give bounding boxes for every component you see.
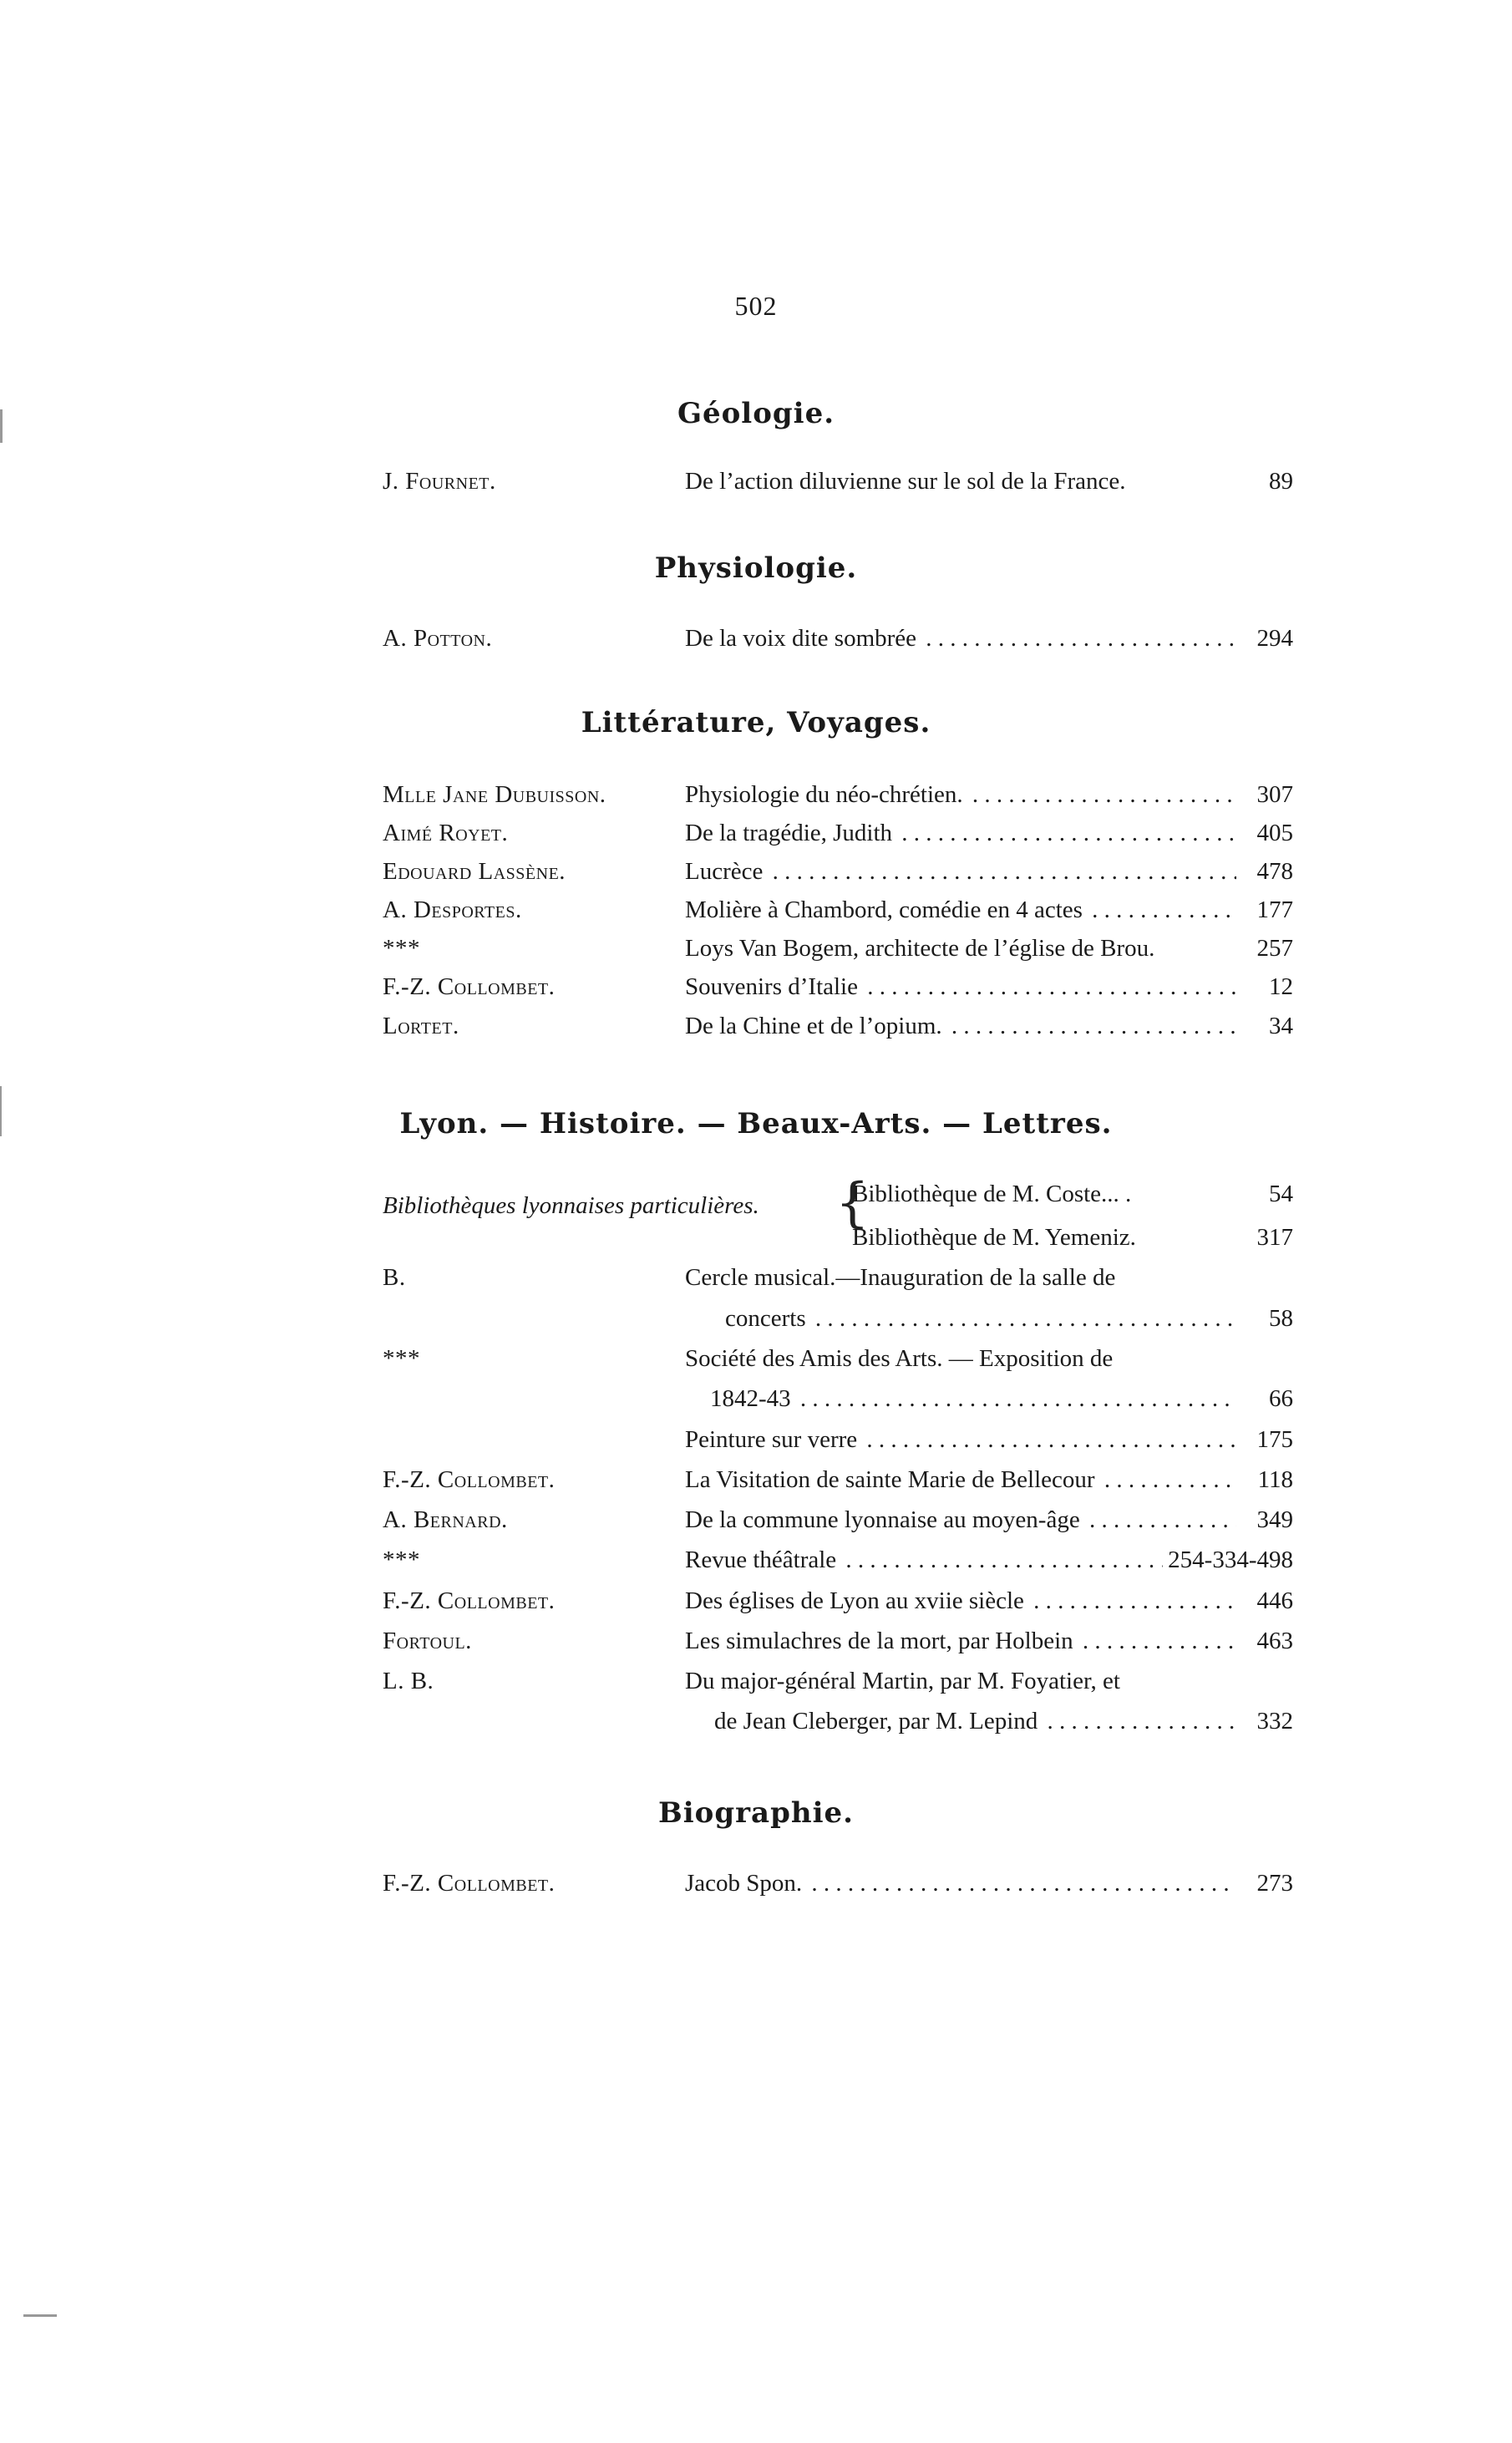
entry-page: 54 (1264, 1181, 1293, 1208)
entry-page: 118 (1253, 1466, 1293, 1494)
entry-title: De la tragédie, Judith . . . (685, 820, 1236, 847)
toc-entry (0, 1385, 1512, 1424)
toc-entry (0, 1870, 1512, 1908)
entry-title: Cercle musical.—Inauguration de la salle de (685, 1264, 1236, 1292)
entry-title: Molière à Chambord, comédie en 4 actes . . . (685, 896, 1236, 924)
entry-title: De la Chine et de l’opium. . . . (685, 1013, 1236, 1040)
bibliotheques-label: Bibliothèques lyonnaises particulières. (383, 1192, 759, 1219)
toc-entry (0, 1345, 1512, 1384)
entry-title: Peinture sur verre . . . (685, 1426, 1236, 1454)
entry-page: 12 (1264, 973, 1293, 1001)
entry-page: 257 (1252, 935, 1294, 962)
entry-author: Fortoul. (383, 1628, 472, 1654)
toc-entry (0, 1628, 1512, 1666)
entry-title: Revue théâtrale . . . (685, 1547, 1236, 1574)
entry-title: Du major-général Martin, par M. Foyatier, et (685, 1668, 1236, 1695)
entry-page: 175 (1252, 1426, 1294, 1454)
scan-speck (0, 409, 3, 443)
scan-speck (23, 2314, 57, 2317)
entry-author: J. Fournet. (383, 468, 496, 495)
entry-title: La Visitation de sainte Marie de Bellecour . . . (685, 1466, 1236, 1494)
entry-title: Lucrèce . . . (685, 858, 1236, 886)
entry-title: De la commune lyonnaise au moyen-âge . . . (685, 1506, 1236, 1534)
entry-page: 294 (1252, 625, 1294, 653)
section-heading-physiologie: Physiologie. (654, 551, 858, 585)
toc-entry (0, 1426, 1512, 1465)
toc-entry (0, 1587, 1512, 1626)
entry-page: 34 (1264, 1013, 1293, 1040)
entry-author: F.-Z. Collombet. (383, 1870, 556, 1897)
toc-entry (0, 1224, 1512, 1262)
entry-author: Aimé Royet. (383, 820, 509, 846)
scan-speck (0, 1086, 2, 1136)
entry-author: A. Desportes. (383, 896, 522, 923)
entry-page: 307 (1252, 781, 1294, 809)
section-heading-geologie: Géologie. (677, 397, 835, 430)
entry-author: A. Bernard. (383, 1506, 508, 1533)
page-number: 502 (734, 291, 778, 321)
entry-page: 317 (1252, 1224, 1294, 1252)
toc-entry (0, 1708, 1512, 1746)
entry-author: L. B. (383, 1668, 434, 1694)
toc-entry (0, 1668, 1512, 1706)
toc-entry (0, 625, 1512, 663)
entry-title: De l’action diluvienne sur le sol de la France. (685, 468, 1236, 495)
toc-entry (0, 1547, 1512, 1585)
entry-page: 177 (1252, 896, 1294, 924)
entry-page: 478 (1252, 858, 1294, 886)
entry-author: F.-Z. Collombet. (383, 1466, 556, 1493)
entry-author: F.-Z. Collombet. (383, 973, 556, 1000)
toc-entry (0, 1013, 1512, 1051)
section-heading-lyon: Lyon. — Histoire. — Beaux-Arts. — Lettres. (399, 1107, 1113, 1140)
entry-title: Des églises de Lyon au xviie siècle . . . (685, 1587, 1236, 1615)
toc-entry (0, 896, 1512, 935)
brace: { (835, 1172, 870, 1234)
entry-author: *** (383, 935, 420, 962)
section-heading-biographie: Biographie. (658, 1796, 854, 1830)
entry-title: Jacob Spon. . . . (685, 1870, 1236, 1897)
entry-title: Bibliothèque de M. Yemeniz. (852, 1224, 1136, 1251)
toc-entry (0, 781, 1512, 820)
entry-title: de Jean Cleberger, par M. Lepind . . . (714, 1708, 1236, 1735)
entry-title: concerts . . . (725, 1305, 1236, 1333)
entry-title: Souvenirs d’Italie . . . (685, 973, 1236, 1001)
entry-page: 405 (1252, 820, 1294, 847)
toc-entry (0, 1506, 1512, 1545)
entry-author: A. Potton. (383, 625, 493, 652)
entry-author: Edouard Lassène. (383, 858, 566, 885)
entry-title: 1842-43 . . . (710, 1385, 1236, 1413)
entry-author: Lortet. (383, 1013, 459, 1039)
entry-title: De la voix dite sombrée . . . (685, 625, 1236, 653)
section-heading-litterature: Littérature, Voyages. (581, 706, 931, 739)
entry-page: 66 (1264, 1385, 1293, 1413)
entry-author: F.-Z. Collombet. (383, 1587, 556, 1614)
toc-entry (0, 1181, 1512, 1219)
entry-author: *** (383, 1345, 420, 1372)
entry-title: Bibliothèque de M. Coste... . (852, 1181, 1132, 1207)
toc-entry (0, 858, 1512, 896)
entry-author: Mlle Jane Dubuisson. (383, 781, 606, 808)
entry-page: 273 (1252, 1870, 1294, 1897)
toc-entry (0, 1305, 1512, 1343)
entry-author: B. (383, 1264, 406, 1291)
entry-title: Loys Van Bogem, architecte de l’église de Brou. (685, 935, 1236, 962)
entry-page: 89 (1264, 468, 1293, 495)
entry-author: *** (383, 1547, 420, 1573)
entry-title: Physiologie du néo-chrétien. . . . (685, 781, 1236, 809)
toc-entry (0, 973, 1512, 1012)
toc-entry (0, 468, 1512, 506)
entry-page: 332 (1252, 1708, 1294, 1735)
entry-page: 446 (1252, 1587, 1294, 1615)
toc-entry (0, 935, 1512, 973)
entry-title: Société des Amis des Arts. — Exposition de (685, 1345, 1236, 1373)
entry-page: 58 (1264, 1305, 1293, 1333)
entry-page: 254-334-498 (1163, 1547, 1293, 1574)
entry-page: 349 (1252, 1506, 1294, 1534)
entry-title: Les simulachres de la mort, par Holbein . . . (685, 1628, 1236, 1655)
toc-entry (0, 820, 1512, 858)
toc-entry (0, 1466, 1512, 1505)
toc-entry (0, 1264, 1512, 1303)
entry-page: 463 (1252, 1628, 1294, 1655)
